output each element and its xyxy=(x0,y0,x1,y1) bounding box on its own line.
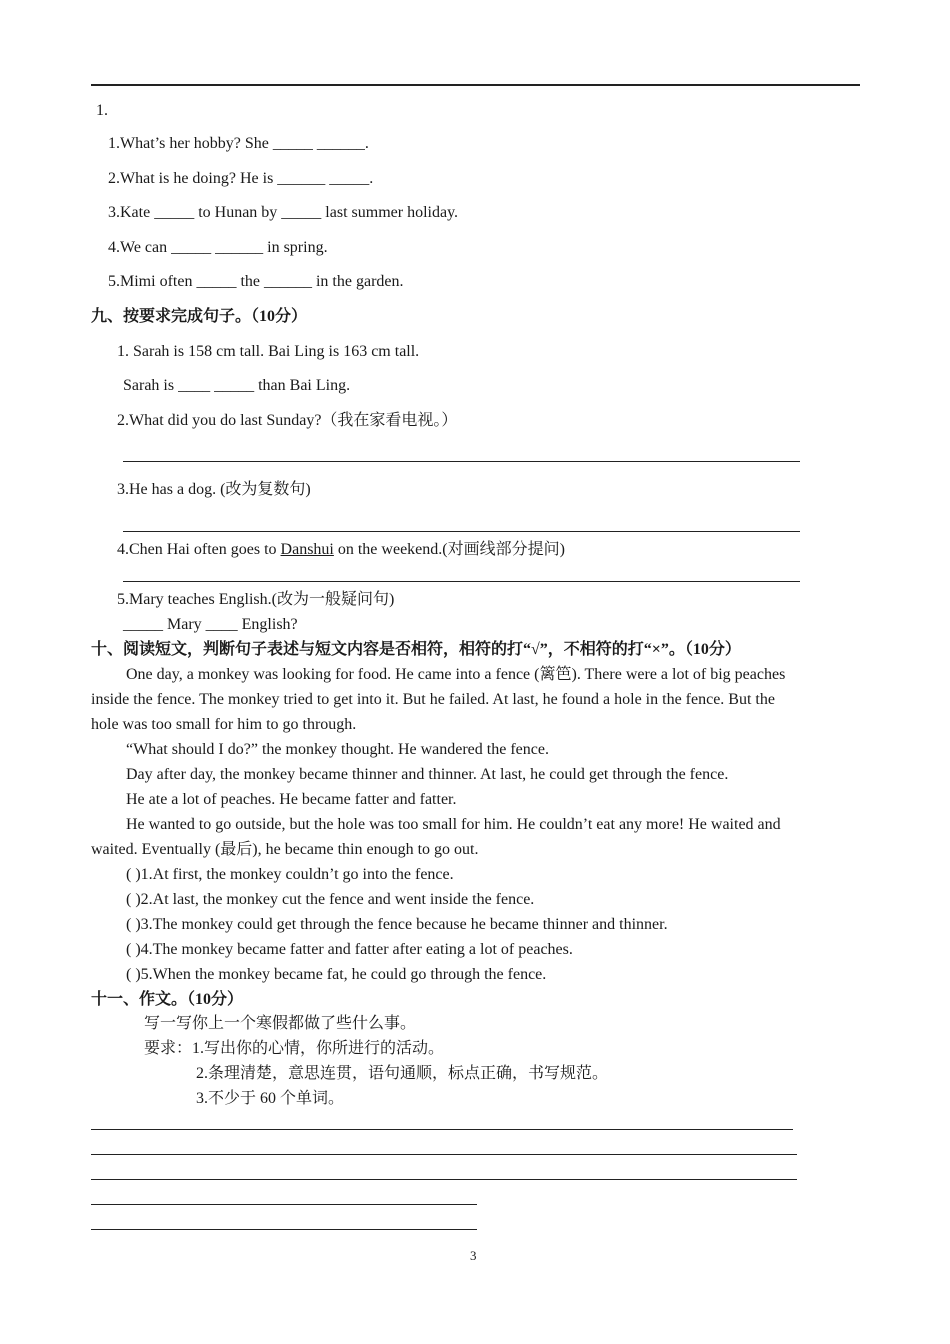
passage-line-2: inside the fence. The monkey tried to get into it. But he failed. At last, he found a hole in the fence. But the xyxy=(91,691,775,708)
passage-line-7: He wanted to go outside, but the hole was too small for him. He couldn’t eat any more! He waited and xyxy=(126,816,781,833)
section8-item-2: 2.What is he doing? He is ______ _____. xyxy=(108,170,374,187)
section9-q2: 2.What did you do last Sunday?（我在家看电视。） xyxy=(117,412,458,429)
composition-line-3[interactable] xyxy=(91,1179,797,1180)
passage-line-4: “What should I do?” the monkey thought. He wandered the fence. xyxy=(126,741,549,758)
judge-statement-3[interactable]: ( )3.The monkey could get through the fence because he became thinner and thinner. xyxy=(126,916,668,933)
passage-line-6: He ate a lot of peaches. He became fatter and fatter. xyxy=(126,791,457,808)
judge-statement-1[interactable]: ( )1.At first, the monkey couldn’t go into the fence. xyxy=(126,866,454,883)
judge-statement-4[interactable]: ( )4.The monkey became fatter and fatter after eating a lot of peaches. xyxy=(126,941,573,958)
answer-line-q4[interactable] xyxy=(123,581,800,582)
section9-q3: 3.He has a dog. (改为复数句) xyxy=(117,481,311,498)
answer-line-q2[interactable] xyxy=(123,461,800,462)
section9-heading: 九、按要求完成句子。（10分） xyxy=(91,308,308,325)
section8-item-3: 3.Kate _____ to Hunan by _____ last summer holiday. xyxy=(108,204,459,221)
composition-line-2[interactable] xyxy=(91,1154,797,1155)
passage-line-8: waited. Eventually (最后), he became thin enough to go out. xyxy=(91,841,479,858)
section9-q5-answer: _____ Mary ____ English? xyxy=(123,616,298,633)
composition-line-4[interactable] xyxy=(91,1204,477,1205)
section11-requirement-3: 3.不少于 60 个单词。 xyxy=(196,1090,345,1107)
q4-text-after: on the weekend.(对画线部分提问) xyxy=(333,541,565,558)
composition-line-5[interactable] xyxy=(91,1229,477,1230)
page-number: 3 xyxy=(470,1248,477,1263)
section8-item-1: 1.What’s her hobby? She _____ ______. xyxy=(108,135,369,152)
section10-heading: 十、阅读短文，判断句子表述与短文内容是否相符，相符的打“√”，不相符的打“×”。（10分） xyxy=(91,641,741,658)
section9-q5: 5.Mary teaches English.(改为一般疑问句) xyxy=(117,591,395,608)
judge-statement-5[interactable]: ( )5.When the monkey became fat, he could go through the fence. xyxy=(126,966,547,983)
q4-underlined-word: Danshui xyxy=(280,541,334,558)
passage-line-3: hole was too small for him to go through. xyxy=(91,716,357,733)
section11-prompt: 写一写你上一个寒假都做了些什么事。 xyxy=(144,1015,417,1032)
section9-q1-answer: Sarah is ____ _____ than Bai Ling. xyxy=(123,377,351,394)
section11-requirement-2: 2.条理清楚，意思连贯，语句通顺，标点正确，书写规范。 xyxy=(196,1065,609,1082)
section9-q4 xyxy=(117,540,565,560)
answer-line-q3[interactable] xyxy=(123,531,800,532)
passage-line-5: Day after day, the monkey became thinner and thinner. At last, he could get through the fence. xyxy=(126,766,729,783)
section8-item-4: 4.We can _____ ______ in spring. xyxy=(108,239,328,256)
composition-line-1[interactable] xyxy=(91,1129,793,1130)
header-rule xyxy=(91,84,860,86)
section9-q1: 1. Sarah is 158 cm tall. Bai Ling is 163 cm tall. xyxy=(117,343,420,360)
passage-line-1: One day, a monkey was looking for food. He came into a fence (篱笆). There were a lot of big peaches xyxy=(126,666,786,683)
q4-text-before: 4.Chen Hai often goes to xyxy=(117,541,281,558)
section8-item-5: 5.Mimi often _____ the ______ in the garden. xyxy=(108,273,404,290)
judge-statement-2[interactable]: ( )2.At last, the monkey cut the fence and went inside the fence. xyxy=(126,891,535,908)
section8-number: 1. xyxy=(96,102,108,119)
section11-requirement-1: 要求：1.写出你的心情，你所进行的活动。 xyxy=(144,1040,445,1057)
section11-heading: 十一、作文。（10分） xyxy=(91,991,244,1008)
